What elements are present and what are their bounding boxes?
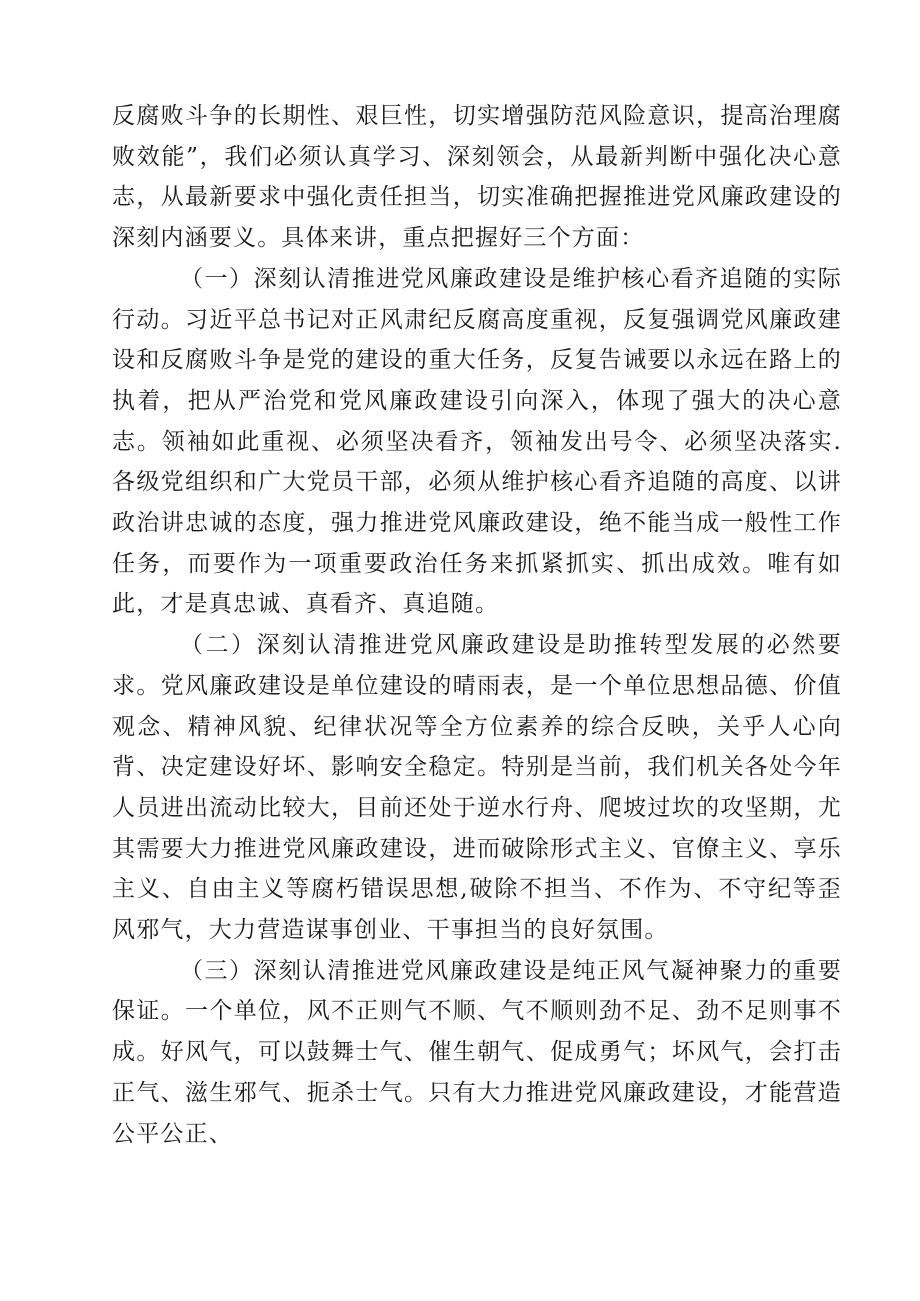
document-body (112, 96, 842, 1154)
paragraph-point-three: （三）深刻认清推进党风廉政建设是纯正风气凝神聚力的重要保证。一个单位，风不正则气不顺、气不顺则劲不足、劲不足则事不成。好风气，可以鼓舞士气、催生朝气、促成勇气；坏风气，会打击正气、滋生邪气、扼杀士气。只有大力推进党风廉政建设，才能营造公平公正、 (112, 957, 842, 1147)
paragraph-point-two: （二）深刻认清推进党风廉政建设是助推转型发展的必然要求。党风廉政建设是单位建设的晴雨表，是一个单位思想品德、价值观念、精神风貌、纪律状况等全方位素养的综合反映，关乎人心向背、决定建设好坏、影响安全稳定。特别是当前，我们机关各处今年人员进出流动比较大，目前还处于逆水行舟、爬坡过坎的攻坚期，尤其需要大力推进党风廉政建设，进而破除形式主义、官僚主义、享乐主义、自由主义等腐朽错误思想,破除不担当、不作为、不守纪等歪风邪气，大力营造谋事创业、干事担当的良好氛围。 (112, 632, 842, 944)
paragraph-intro-continuation: 反腐败斗争的长期性、艰巨性，切实增强防范风险意识，提高治理腐败效能”，我们必须认真学习、深刻领会，从最新判断中强化决心意志，从最新要求中强化责任担当，切实准确把握推进党风廉政建设的深刻内涵要义。具体来讲，重点把握好三个方面： (112, 103, 842, 252)
paragraph-point-one: （一）深刻认清推进党风廉政建设是维护核心看齐追随的实际行动。习近平总书记对正风肃纪反腐高度重视，反复强调党风廉政建设和反腐败斗争是党的建设的重大任务，反复告诫要以永远在路上的执着，把从严治党和党风廉政建设引向深入，体现了强大的决心意志。领袖如此重视、必须坚决看齐，领袖发出号令、必须坚决落实.各级党组织和广大党员干部，必须从维护核心看齐追随的高度、以讲政治讲忠诚的态度，强力推进党风廉政建设，绝不能当成一般性工作任务，而要作为一项重要政治任务来抓紧抓实、抓出成效。唯有如此，才是真忠诚、真看齐、真追随。 (112, 265, 842, 618)
